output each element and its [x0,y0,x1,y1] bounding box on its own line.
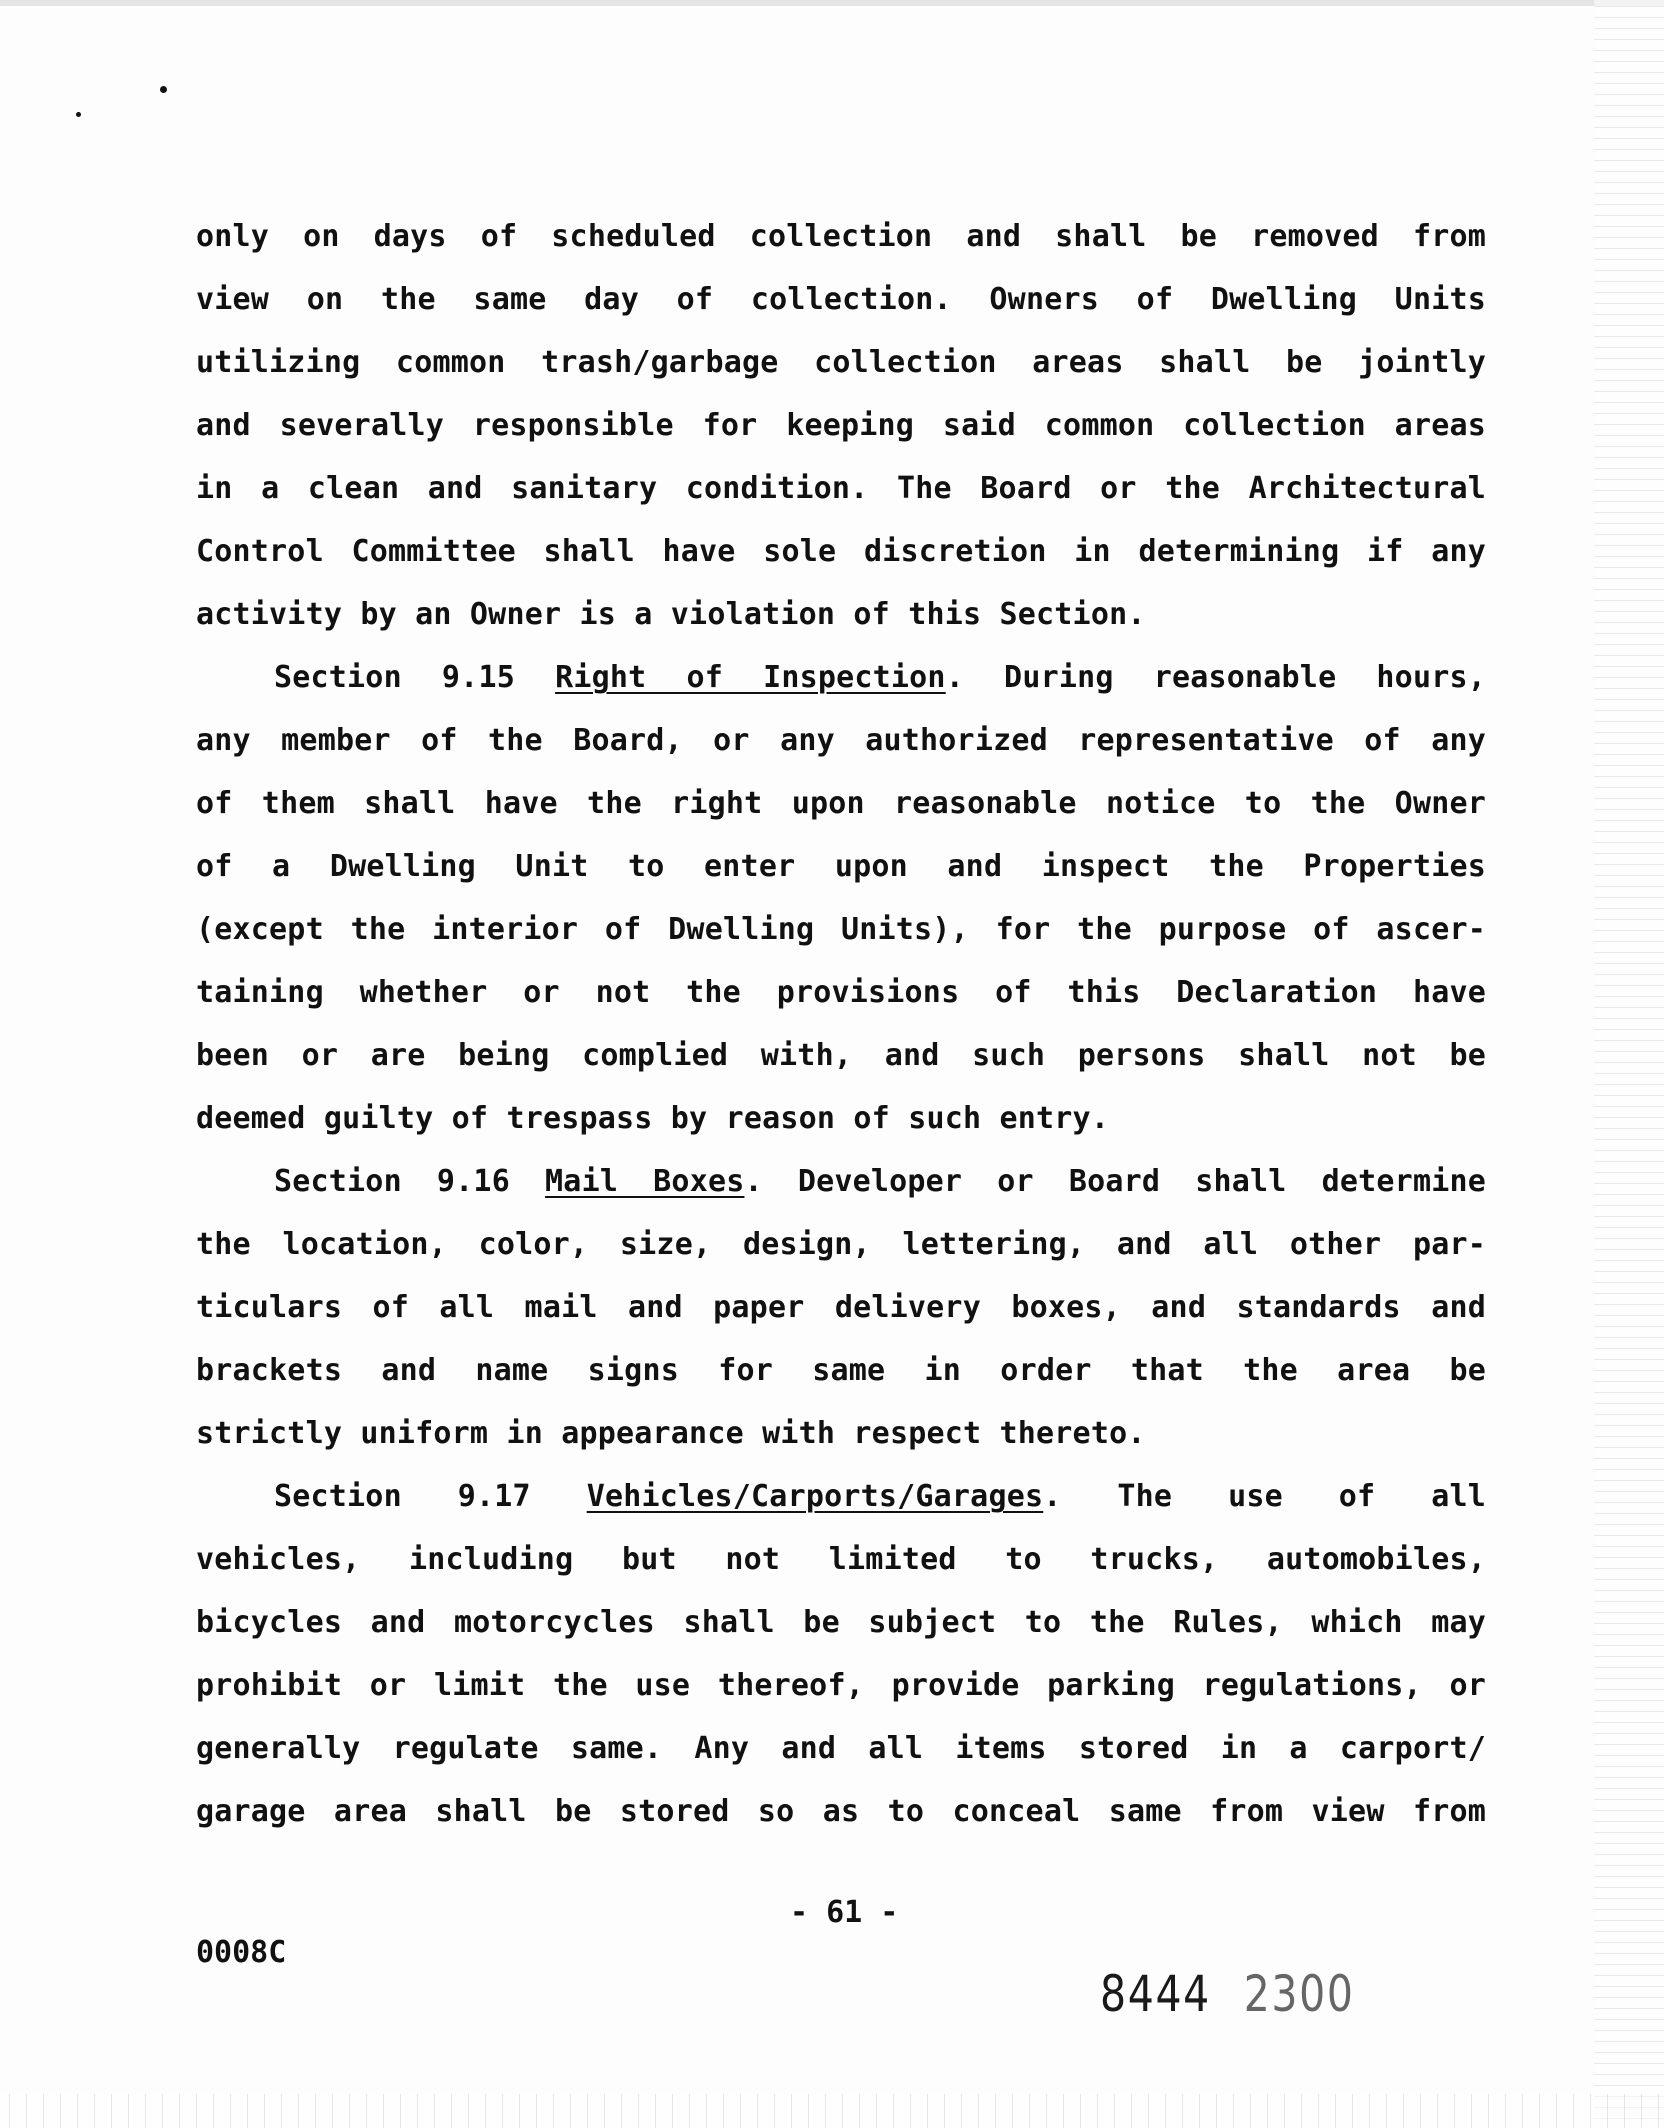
section-number: Section 9.17 [274,1479,587,1514]
text-line: of a Dwelling Unit to enter upon and inspect the Properties [196,849,1486,884]
section-number: Section 9.16 [274,1164,546,1199]
text-line: strictly uniform in appearance with respect thereto. [196,1416,1146,1451]
stamp-number-faint: 2300 [1243,1965,1355,2023]
continuation-paragraph [196,205,1486,646]
text-line: deemed guilty of trespass by reason of such entry. [196,1101,1110,1136]
document-code: 0008C [196,1935,287,1970]
section-heading-line [196,1150,1486,1213]
section-9-17 [196,1465,1486,1843]
stamp-number-primary: 8444 [1100,1965,1211,2023]
text-line: brackets and name signs for same in order that the area be [196,1353,1486,1388]
text-line: taining whether or not the provisions of this Declaration have [196,975,1486,1010]
scan-edge-top [0,0,1664,6]
text-line: bicycles and motorcycles shall be subject to the Rules, which may [196,1605,1486,1640]
scan-speck [76,112,81,117]
text-line: the location, color, size, design, lettering, and all other par- [196,1227,1486,1262]
text-line: ticulars of all mail and paper delivery boxes, and standards and [196,1290,1486,1325]
text-line: generally regulate same. Any and all items stored in a carport/ [196,1731,1486,1766]
text-line: only on days of scheduled collection and shall be removed from [196,219,1486,254]
section-heading-line [196,1465,1486,1528]
text-line: garage area shall be stored so as to conceal same from view from [196,1794,1486,1829]
text-line: any member of the Board, or any authorized representative of any [196,723,1486,758]
section-9-16 [196,1150,1486,1465]
section-9-15 [196,646,1486,1150]
text-line: (except the interior of Dwelling Units), for the purpose of ascer- [196,912,1486,947]
scan-edge-right [1594,0,1664,2128]
text-line: been or are being complied with, and such persons shall not be [196,1038,1486,1073]
scan-edge-bottom [0,2094,1664,2128]
section-first-line-text: . During reasonable hours, [945,660,1486,695]
scan-speck [160,86,167,93]
page-number: - 61 - [790,1895,899,1930]
text-line: prohibit or limit the use thereof, provide parking regulations, or [196,1668,1486,1703]
text-line: activity by an Owner is a violation of this Section. [196,597,1146,632]
section-title: Vehicles/Carports/Garages [586,1479,1044,1514]
section-title: Mail Boxes [545,1164,745,1199]
text-line: in a clean and sanitary condition. The Board or the Architectural [196,471,1486,506]
section-first-line-text: . Developer or Board shall determine [744,1164,1486,1199]
text-line: of them shall have the right upon reasonable notice to the Owner [196,786,1486,821]
section-heading-line [196,646,1486,709]
text-line: vehicles, including but not limited to trucks, automobiles, [196,1542,1486,1577]
stamp-number [1100,1965,1355,2023]
section-number: Section 9.15 [274,660,556,695]
section-title: Right of Inspection [555,660,946,695]
body-text [196,205,1486,1843]
text-line: Control Committee shall have sole discretion in determining if any [196,534,1486,569]
text-line: utilizing common trash/garbage collection areas shall be jointly [196,345,1486,380]
text-line: view on the same day of collection. Owners of Dwelling Units [196,282,1486,317]
section-first-line-text: . The use of all [1043,1479,1486,1514]
text-line: and severally responsible for keeping said common collection areas [196,408,1486,443]
